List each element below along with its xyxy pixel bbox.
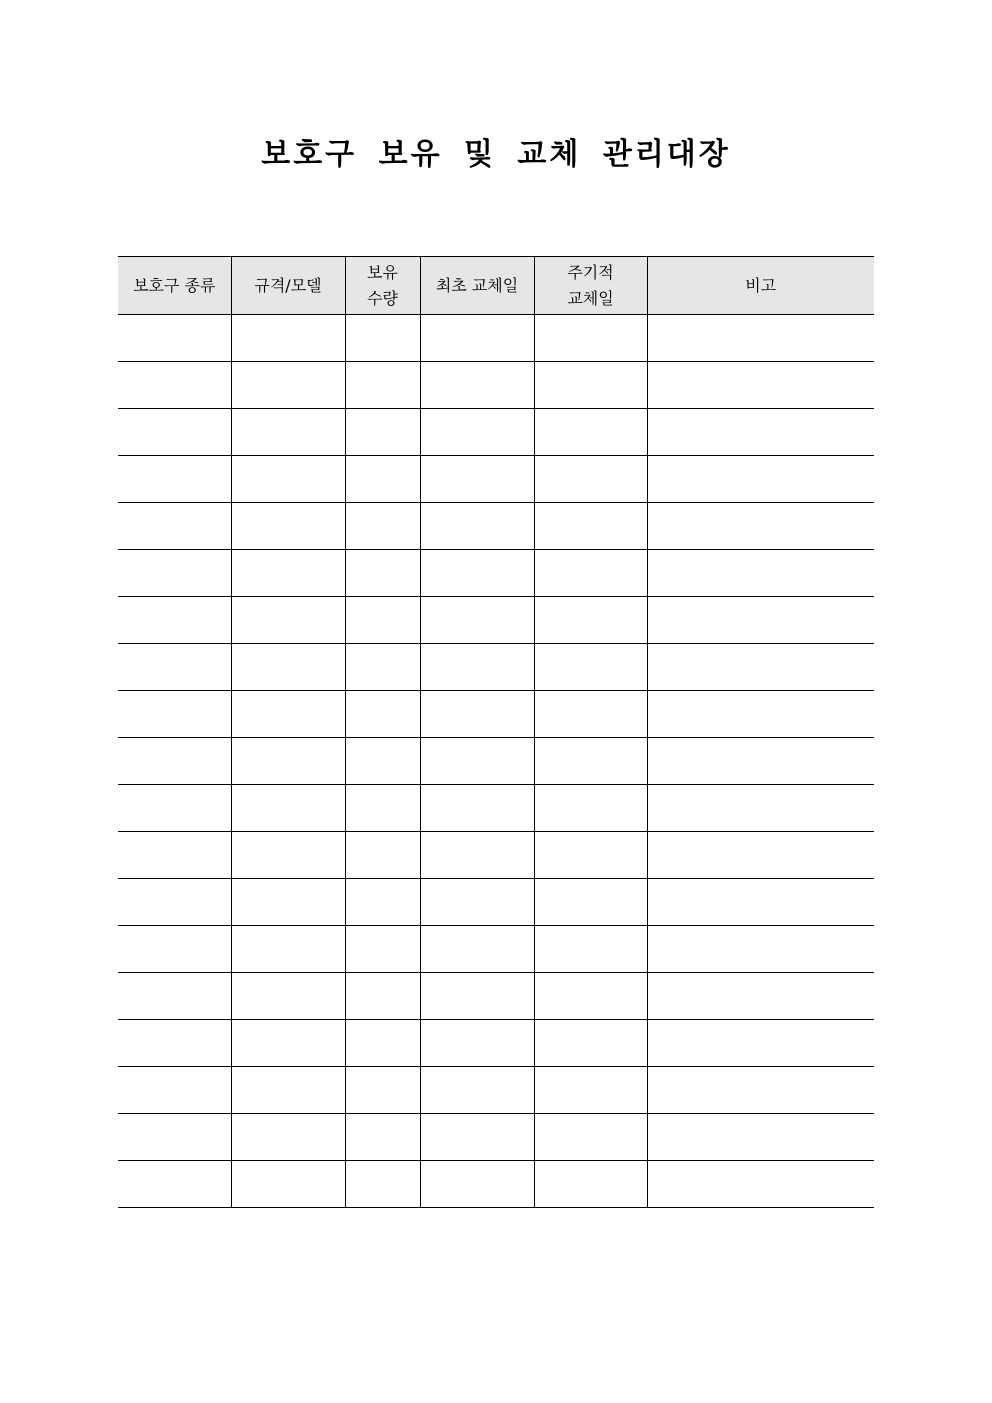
cell-spec-model[interactable]: [231, 1161, 345, 1208]
cell-periodic-replacement[interactable]: [534, 550, 647, 597]
table-row: [118, 456, 874, 503]
cell-spec-model[interactable]: [231, 456, 345, 503]
cell-remarks[interactable]: [647, 456, 874, 503]
cell-ppe-type[interactable]: [118, 1067, 231, 1114]
cell-quantity[interactable]: [345, 738, 420, 785]
cell-periodic-replacement[interactable]: [534, 691, 647, 738]
header-remarks: 비고: [647, 257, 874, 315]
cell-remarks[interactable]: [647, 550, 874, 597]
cell-quantity[interactable]: [345, 1067, 420, 1114]
cell-ppe-type[interactable]: [118, 409, 231, 456]
cell-periodic-replacement[interactable]: [534, 1161, 647, 1208]
cell-quantity[interactable]: [345, 832, 420, 879]
table-row: [118, 503, 874, 550]
cell-first-replacement[interactable]: [420, 691, 534, 738]
cell-periodic-replacement[interactable]: [534, 1020, 647, 1067]
cell-ppe-type[interactable]: [118, 738, 231, 785]
cell-spec-model[interactable]: [231, 644, 345, 691]
cell-periodic-replacement[interactable]: [534, 597, 647, 644]
cell-first-replacement[interactable]: [420, 1114, 534, 1161]
table-row: [118, 1067, 874, 1114]
cell-first-replacement[interactable]: [420, 832, 534, 879]
table-body: [118, 315, 874, 1208]
cell-ppe-type[interactable]: [118, 785, 231, 832]
cell-quantity[interactable]: [345, 973, 420, 1020]
cell-remarks[interactable]: [647, 926, 874, 973]
cell-periodic-replacement[interactable]: [534, 644, 647, 691]
cell-first-replacement[interactable]: [420, 456, 534, 503]
cell-remarks[interactable]: [647, 691, 874, 738]
cell-periodic-replacement[interactable]: [534, 1114, 647, 1161]
cell-first-replacement[interactable]: [420, 550, 534, 597]
cell-remarks[interactable]: [647, 1114, 874, 1161]
table-row: [118, 832, 874, 879]
cell-first-replacement[interactable]: [420, 1020, 534, 1067]
table-row: [118, 1020, 874, 1067]
cell-remarks[interactable]: [647, 362, 874, 409]
cell-remarks[interactable]: [647, 738, 874, 785]
cell-spec-model[interactable]: [231, 550, 345, 597]
cell-spec-model[interactable]: [231, 973, 345, 1020]
cell-quantity[interactable]: [345, 691, 420, 738]
cell-remarks[interactable]: [647, 1020, 874, 1067]
cell-quantity[interactable]: [345, 1020, 420, 1067]
header-ppe-type: 보호구 종류: [118, 257, 231, 315]
cell-remarks[interactable]: [647, 503, 874, 550]
cell-first-replacement[interactable]: [420, 315, 534, 362]
cell-ppe-type[interactable]: [118, 926, 231, 973]
cell-spec-model[interactable]: [231, 691, 345, 738]
table-header-row: [118, 257, 874, 315]
cell-quantity[interactable]: [345, 362, 420, 409]
table-row: [118, 409, 874, 456]
cell-ppe-type[interactable]: [118, 879, 231, 926]
cell-spec-model[interactable]: [231, 315, 345, 362]
cell-first-replacement[interactable]: [420, 785, 534, 832]
table-row: [118, 597, 874, 644]
header-quantity: 보유 수량: [345, 257, 420, 315]
cell-first-replacement[interactable]: [420, 1067, 534, 1114]
cell-remarks[interactable]: [647, 644, 874, 691]
cell-spec-model[interactable]: [231, 409, 345, 456]
cell-spec-model[interactable]: [231, 362, 345, 409]
cell-ppe-type[interactable]: [118, 362, 231, 409]
cell-quantity[interactable]: [345, 926, 420, 973]
cell-ppe-type[interactable]: [118, 597, 231, 644]
cell-ppe-type[interactable]: [118, 1161, 231, 1208]
cell-periodic-replacement[interactable]: [534, 315, 647, 362]
header-first-replacement: 최초 교체일: [420, 257, 534, 315]
table-row: [118, 1114, 874, 1161]
cell-periodic-replacement[interactable]: [534, 1067, 647, 1114]
cell-quantity[interactable]: [345, 785, 420, 832]
table-row: [118, 315, 874, 362]
cell-first-replacement[interactable]: [420, 879, 534, 926]
cell-periodic-replacement[interactable]: [534, 503, 647, 550]
cell-periodic-replacement[interactable]: [534, 362, 647, 409]
cell-spec-model[interactable]: [231, 1067, 345, 1114]
cell-remarks[interactable]: [647, 879, 874, 926]
cell-spec-model[interactable]: [231, 1114, 345, 1161]
cell-quantity[interactable]: [345, 409, 420, 456]
cell-quantity[interactable]: [345, 1114, 420, 1161]
cell-ppe-type[interactable]: [118, 973, 231, 1020]
cell-spec-model[interactable]: [231, 832, 345, 879]
cell-remarks[interactable]: [647, 1161, 874, 1208]
cell-first-replacement[interactable]: [420, 503, 534, 550]
cell-ppe-type[interactable]: [118, 456, 231, 503]
cell-spec-model[interactable]: [231, 785, 345, 832]
cell-first-replacement[interactable]: [420, 926, 534, 973]
ppe-management-table: [118, 256, 874, 1208]
cell-remarks[interactable]: [647, 315, 874, 362]
cell-quantity[interactable]: [345, 644, 420, 691]
cell-first-replacement[interactable]: [420, 1161, 534, 1208]
cell-ppe-type[interactable]: [118, 644, 231, 691]
cell-ppe-type[interactable]: [118, 832, 231, 879]
cell-periodic-replacement[interactable]: [534, 456, 647, 503]
cell-periodic-replacement[interactable]: [534, 973, 647, 1020]
cell-quantity[interactable]: [345, 1161, 420, 1208]
cell-remarks[interactable]: [647, 597, 874, 644]
table-row: [118, 362, 874, 409]
cell-spec-model[interactable]: [231, 1020, 345, 1067]
table-row: [118, 738, 874, 785]
cell-spec-model[interactable]: [231, 503, 345, 550]
cell-periodic-replacement[interactable]: [534, 785, 647, 832]
cell-quantity[interactable]: [345, 315, 420, 362]
cell-periodic-replacement[interactable]: [534, 832, 647, 879]
table-row: [118, 550, 874, 597]
cell-spec-model[interactable]: [231, 738, 345, 785]
document-title: 보호구 보유 및 교체 관리대장: [261, 137, 731, 172]
cell-quantity[interactable]: [345, 879, 420, 926]
cell-periodic-replacement[interactable]: [534, 879, 647, 926]
cell-ppe-type[interactable]: [118, 1114, 231, 1161]
cell-spec-model[interactable]: [231, 879, 345, 926]
cell-first-replacement[interactable]: [420, 597, 534, 644]
cell-ppe-type[interactable]: [118, 550, 231, 597]
cell-periodic-replacement[interactable]: [534, 409, 647, 456]
cell-first-replacement[interactable]: [420, 738, 534, 785]
cell-first-replacement[interactable]: [420, 409, 534, 456]
cell-remarks[interactable]: [647, 1067, 874, 1114]
table-row: [118, 926, 874, 973]
table-row: [118, 785, 874, 832]
table-row: [118, 879, 874, 926]
cell-remarks[interactable]: [647, 409, 874, 456]
table-row: [118, 1161, 874, 1208]
table-row: [118, 691, 874, 738]
cell-ppe-type[interactable]: [118, 503, 231, 550]
cell-quantity[interactable]: [345, 597, 420, 644]
table-row: [118, 644, 874, 691]
cell-quantity[interactable]: [345, 550, 420, 597]
cell-remarks[interactable]: [647, 785, 874, 832]
cell-ppe-type[interactable]: [118, 691, 231, 738]
cell-periodic-replacement[interactable]: [534, 738, 647, 785]
cell-ppe-type[interactable]: [118, 315, 231, 362]
table-row: [118, 973, 874, 1020]
cell-quantity[interactable]: [345, 456, 420, 503]
header-spec-model: 규격/모델: [231, 257, 345, 315]
cell-remarks[interactable]: [647, 832, 874, 879]
cell-first-replacement[interactable]: [420, 973, 534, 1020]
cell-remarks[interactable]: [647, 973, 874, 1020]
cell-ppe-type[interactable]: [118, 1020, 231, 1067]
cell-quantity[interactable]: [345, 503, 420, 550]
header-periodic-replacement: 주기적 교체일: [534, 257, 647, 315]
cell-periodic-replacement[interactable]: [534, 926, 647, 973]
cell-first-replacement[interactable]: [420, 362, 534, 409]
cell-spec-model[interactable]: [231, 597, 345, 644]
cell-first-replacement[interactable]: [420, 644, 534, 691]
cell-spec-model[interactable]: [231, 926, 345, 973]
